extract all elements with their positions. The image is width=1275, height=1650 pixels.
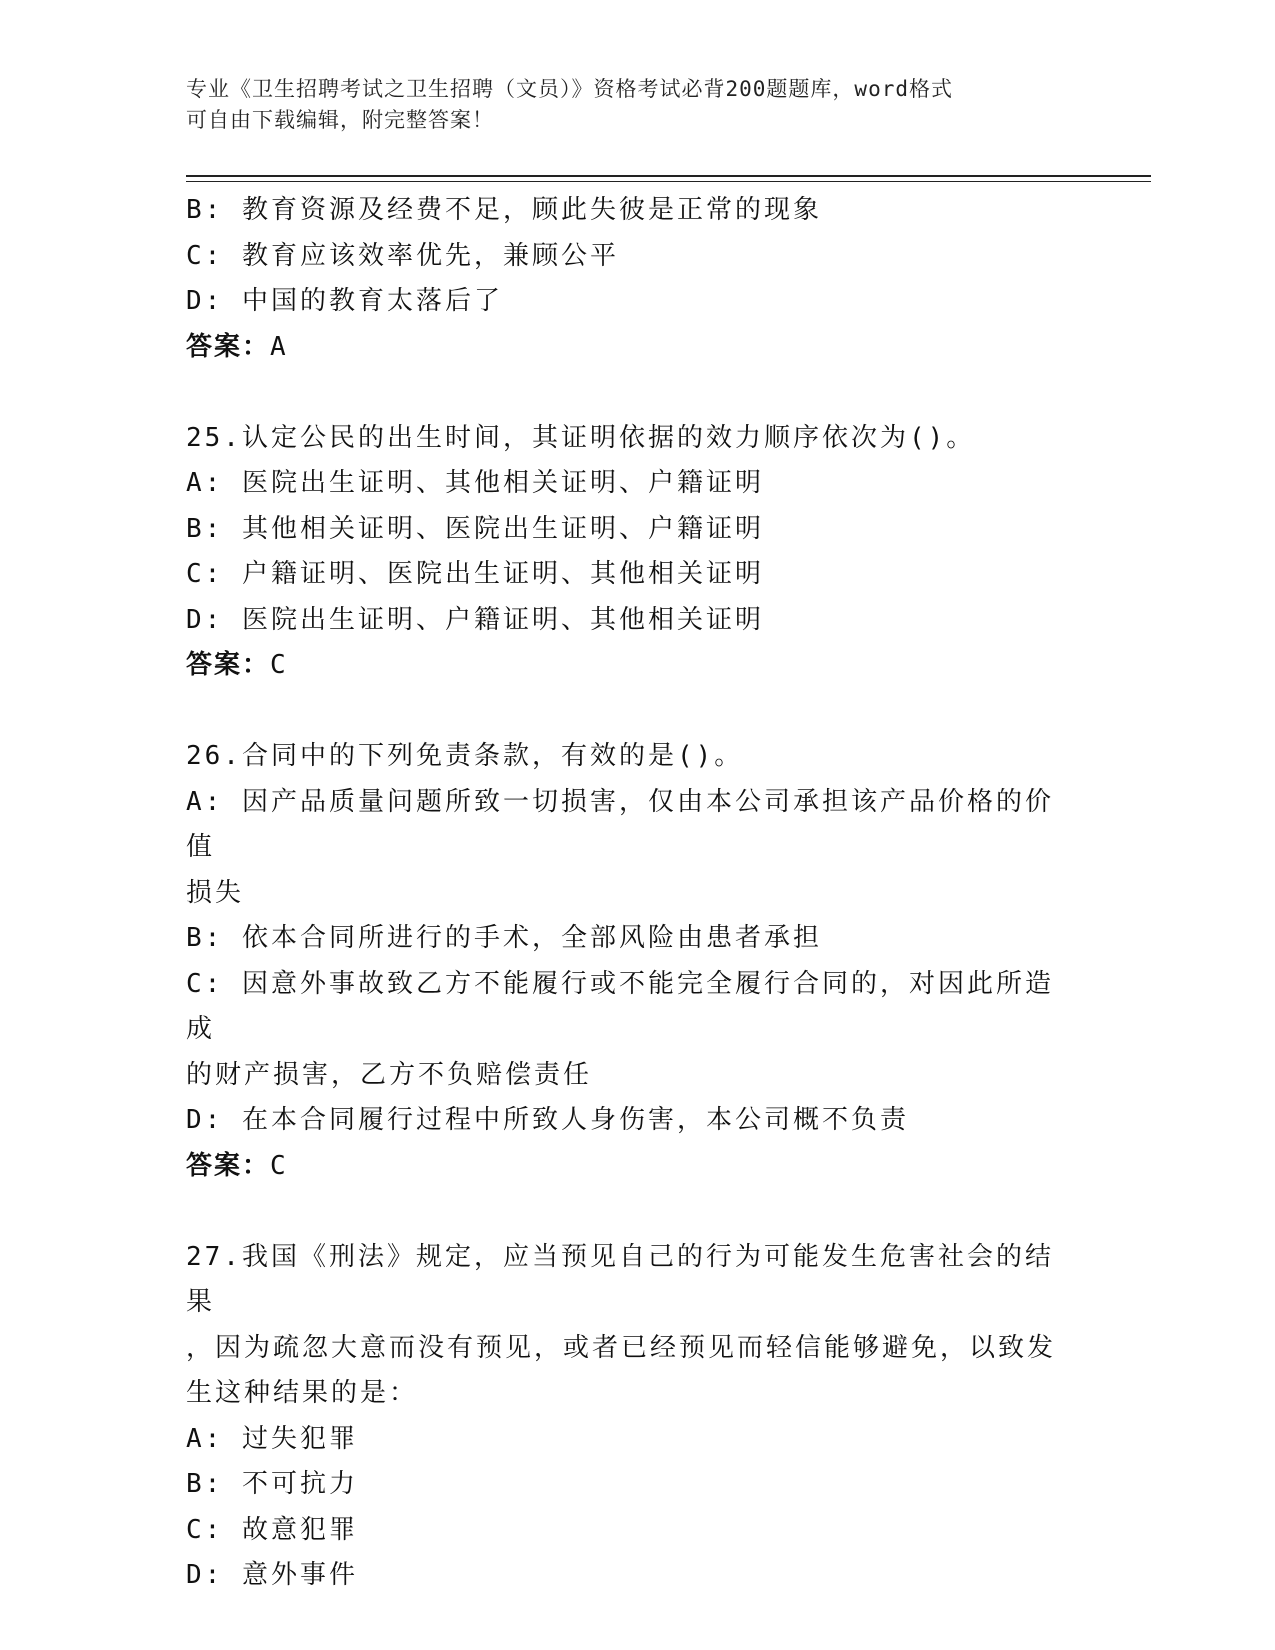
q27-option-d: D: 意外事件 [186,1560,358,1590]
spacer [186,689,1066,735]
q26-stem: 26.合同中的下列免责条款，有效的是()。 [186,741,744,771]
q26-option-a-line-1: A: 因产品质量问题所致一切损害，仅由本公司承担该产品价格的价值 [186,786,1054,862]
answer-value: C [270,650,288,680]
header-title-line-2: 可自由下载编辑，附完整答案！ [186,108,494,132]
q26-answer [186,1144,1066,1190]
header-title-line-1: 专业《卫生招聘考试之卫生招聘（文员）》资格考试必背200题题库，word格式 [186,77,953,101]
q26-option-a-line-2: 损失 [186,877,245,908]
q27-option-b: B: 不可抗力 [186,1469,358,1499]
q27-option-c: C: 故意犯罪 [186,1514,358,1545]
q26-option-c-line-2: 的财产损害，乙方不负赔偿责任 [186,1059,593,1090]
header-divider-thin [186,181,1151,182]
q26-option-b: B: 依本合同所进行的手术，全部风险由患者承担 [186,923,822,953]
answer-label: 答案： [186,650,271,680]
answer-label: 答案： [186,331,271,362]
question-body [186,188,1066,1599]
spacer [186,370,1066,416]
q25-option-c: C: 户籍证明、医院出生证明、其他相关证明 [186,559,764,589]
answer-value: C [270,1150,288,1181]
q27-stem-line-3: 生这种结果的是： [186,1378,419,1408]
q25-option-b: B: 其他相关证明、医院出生证明、户籍证明 [186,513,764,544]
q26-option-c-line-1: C: 因意外事故致乙方不能履行或不能完全履行合同的，对因此所造成 [186,968,1054,1044]
q26-option-d: D: 在本合同履行过程中所致人身伤害，本公司概不负责 [186,1105,909,1135]
prev-option-b: B: 教育资源及经费不足，顾此失彼是正常的现象 [186,195,822,225]
q25-option-d: D: 医院出生证明、户籍证明、其他相关证明 [186,604,764,635]
q27-option-a: A: 过失犯罪 [186,1423,358,1454]
document-header [186,74,1066,136]
q25-stem: 25.认定公民的出生时间，其证明依据的效力顺序依次为()。 [186,422,976,453]
prev-option-d: D: 中国的教育太落后了 [186,286,503,316]
header-divider-thick [186,175,1151,177]
q27-stem-line-2: ，因为疏忽大意而没有预见，或者已经预见而轻信能够避免，以致发 [186,1332,1057,1363]
q27-stem-line-1: 27.我国《刑法》规定，应当预见自己的行为可能发生危害社会的结果 [186,1241,1054,1317]
spacer [186,1189,1066,1235]
q25-option-a: A: 医院出生证明、其他相关证明、户籍证明 [186,468,764,498]
prev-answer [186,325,1066,371]
answer-label: 答案： [186,1150,271,1181]
q25-answer [186,643,1066,689]
answer-value: A [270,331,288,362]
prev-option-c: C: 教育应该效率优先，兼顾公平 [186,240,619,271]
